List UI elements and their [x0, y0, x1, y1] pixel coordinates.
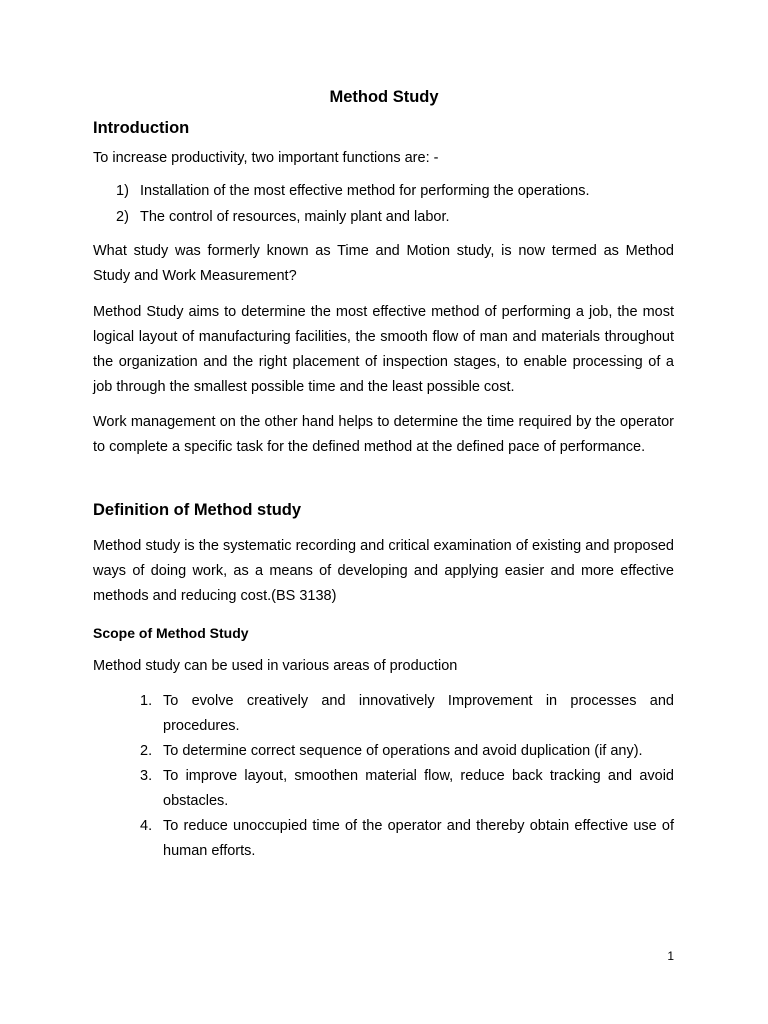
list-item-marker: 1): [116, 183, 129, 199]
definition-paragraph: Method study is the systematic recording and critical examination of existing and proposed ways of doing work, as a means of developing and applying easier and more effective methods and reducing cost.(BS 3138): [93, 538, 674, 604]
list-item-text: The control of resources, mainly plant and labor.: [140, 208, 450, 225]
list-item-marker: 3.: [140, 768, 153, 784]
scope-lead: Method study can be used in various areas of production: [93, 658, 458, 674]
page-title: Method Study: [329, 88, 439, 106]
introduction-lead: To increase productivity, two important functions are: -: [93, 150, 439, 166]
page-number: 1: [667, 949, 674, 963]
intro-paragraph-1: What study was formerly known as Time and Motion study, is now termed as Method Study and Work Measurement?: [93, 243, 674, 284]
list-item: [137, 764, 674, 814]
list-item-text: To improve layout, smoothen material flow, reduce back tracking and avoid obstacles.: [163, 768, 674, 809]
scope-heading: Scope of Method Study: [93, 625, 249, 641]
scope-list: [137, 689, 674, 864]
list-item: [137, 689, 674, 739]
functions-list: [93, 179, 674, 230]
list-item-marker: 2.: [140, 743, 153, 759]
list-item-marker: 4.: [140, 818, 153, 834]
list-item-marker: 2): [116, 208, 129, 225]
list-item-text: To evolve creatively and innovatively Improvement in processes and procedures.: [163, 693, 674, 734]
list-item-marker: 1.: [140, 693, 153, 709]
list-item: [137, 814, 674, 864]
list-item-text: To reduce unoccupied time of the operator and thereby obtain effective use of human efforts.: [163, 818, 674, 859]
list-item: [93, 205, 674, 231]
intro-paragraph-2: Method Study aims to determine the most effective method of performing a job, the most logical layout of manufacturing facilities, the smooth flow of man and materials throughout the organization and the right placement of inspection stages, to enable processing of a job through the smallest possible time and the least possible cost.: [93, 304, 674, 395]
definition-heading: Definition of Method study: [93, 501, 302, 519]
introduction-heading: Introduction: [93, 119, 190, 137]
list-item-text: Installation of the most effective method for performing the operations.: [140, 183, 590, 199]
list-item-text: To determine correct sequence of operations and avoid duplication (if any).: [163, 743, 643, 759]
list-item: [93, 179, 674, 205]
list-item: [137, 739, 674, 764]
intro-paragraph-3: Work management on the other hand helps to determine the time required by the operator to complete a specific task for the defined method at the defined pace of performance.: [93, 414, 674, 455]
